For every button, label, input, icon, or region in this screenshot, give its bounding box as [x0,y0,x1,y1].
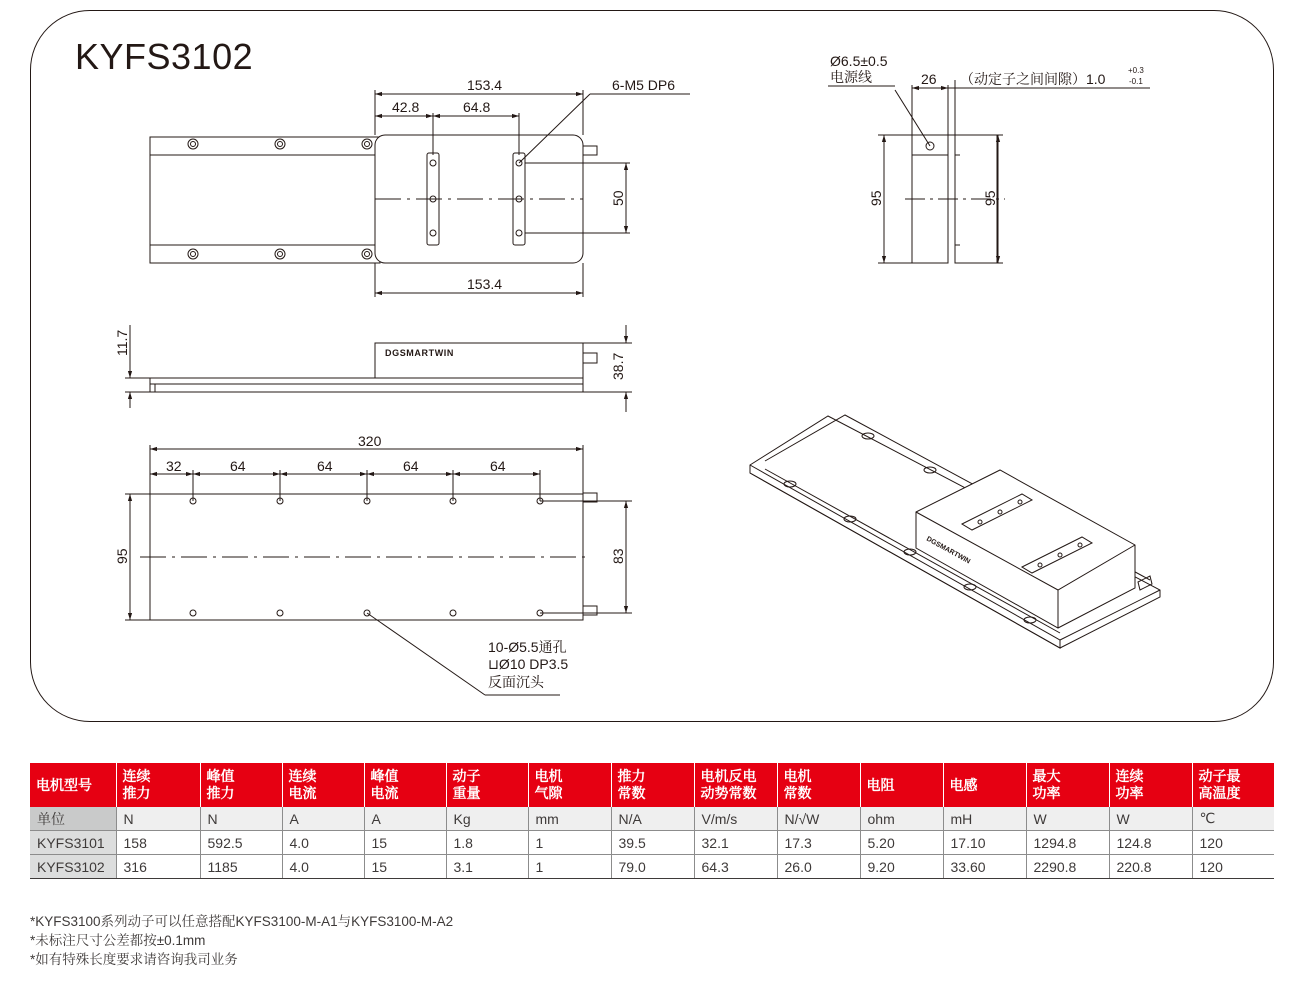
table-cell: ℃ [1192,807,1274,831]
table-header-cell: 连续 推力 [116,763,200,807]
table-cell: mm [528,807,611,831]
dim-top-bottom: 153.4 [467,276,503,292]
dim-end-height-right: 95 [982,190,998,206]
table-row-label: 单位 [30,807,116,831]
table-header-cell: 推力 常数 [611,763,694,807]
table-cell: 1185 [200,855,282,879]
note-base-holes-3: 反面沉头 [488,674,544,690]
dim-base-pitch-4: 64 [490,458,506,474]
dim-top-b: 64.8 [463,99,491,115]
table-header-cell: 电感 [943,763,1026,807]
table-header-cell: 电机型号 [30,763,116,807]
table-header-cell: 电机 常数 [777,763,860,807]
end-view [828,80,1150,263]
table-header-cell: 电机反电 动势常数 [694,763,777,807]
table-header-cell: 连续 电流 [282,763,364,807]
dim-base-pitch-3: 64 [403,458,419,474]
table-cell: 32.1 [694,831,777,855]
table-units-row [30,807,1274,831]
table-cell: W [1026,807,1109,831]
table-cell: 79.0 [611,855,694,879]
table-cell: V/m/s [694,807,777,831]
table-cell: 9.20 [860,855,943,879]
table-cell: 158 [116,831,200,855]
table-cell: 2290.8 [1026,855,1109,879]
table-header-row [30,763,1274,807]
table-cell: 1 [528,855,611,879]
spec-table [30,763,1274,879]
table-cell: 33.60 [943,855,1026,879]
table-cell: A [364,807,446,831]
dim-base-pitch-1: 64 [230,458,246,474]
table-cell: 64.3 [694,855,777,879]
top-view [150,90,690,297]
dim-base-width: 95 [114,548,130,564]
table-row [30,855,1274,879]
table-cell: 120 [1192,855,1274,879]
model-title: KYFS3102 [75,36,254,77]
note-base-holes-1: 10-Ø5.5通孔 [488,639,567,655]
table-cell: N/√W [777,807,860,831]
table-cell: N [116,807,200,831]
side-view [125,325,632,412]
table-cell: 124.8 [1109,831,1192,855]
table-cell: 4.0 [282,855,364,879]
note-cable-diameter: Ø6.5±0.5 [830,53,888,69]
table-cell: Kg [446,807,528,831]
table-cell: 17.10 [943,831,1026,855]
brand-iso: DGSMARTWIN [925,535,972,566]
isometric-view [750,415,1160,648]
dim-side-total-height: 38.7 [610,352,626,380]
table-cell: 5.20 [860,831,943,855]
table-cell: 120 [1192,831,1274,855]
table-cell: 220.8 [1109,855,1192,879]
table-cell: 39.5 [611,831,694,855]
table-header-cell: 电机 气隙 [528,763,611,807]
table-cell: ohm [860,807,943,831]
table-header-cell: 动子 重量 [446,763,528,807]
dim-top-a: 42.8 [392,99,420,115]
table-cell: 15 [364,855,446,879]
table-header-cell: 连续 功率 [1109,763,1192,807]
table-header-cell: 动子最 高温度 [1192,763,1274,807]
dim-base-hole-span: 83 [610,548,626,564]
dim-base-pitch-first: 32 [166,458,182,474]
dim-top-height: 50 [610,190,626,206]
table-cell: 4.0 [282,831,364,855]
dim-side-base-height: 11.7 [114,329,130,356]
table-cell: 1.8 [446,831,528,855]
note-top-holes: 6-M5 DP6 [612,77,676,93]
table-row-label: KYFS3101 [30,831,116,855]
table-row-label: KYFS3102 [30,855,116,879]
dim-base-pitch-2: 64 [317,458,333,474]
table-header-cell: 最大 功率 [1026,763,1109,807]
dim-end-height-left: 95 [868,190,884,206]
footnote: *未标注尺寸公差都按±0.1mm [30,933,206,948]
note-base-holes-2: ⊔Ø10 DP3.5 [488,656,569,672]
table-cell: W [1109,807,1192,831]
table-cell: 316 [116,855,200,879]
table-row [30,831,1274,855]
footnotes [30,912,453,969]
table-cell: 26.0 [777,855,860,879]
table-cell: 592.5 [200,831,282,855]
footnote: *如有特殊长度要求请咨询我司业务 [30,952,238,967]
note-gap-tol-plus: +0.3 [1128,66,1144,75]
dim-end-width: 26 [921,71,937,87]
table-cell: 1 [528,831,611,855]
note-cable-label: 电源线 [830,69,872,85]
table-cell: 17.3 [777,831,860,855]
dim-base-length: 320 [358,433,382,449]
table-cell: 1294.8 [1026,831,1109,855]
note-gap-tol-minus: -0.1 [1129,77,1143,86]
note-air-gap: （动定子之间间隙）1.0 [960,71,1106,87]
table-cell: mH [943,807,1026,831]
table-cell: 3.1 [446,855,528,879]
table-cell: N/A [611,807,694,831]
table-header-cell: 峰值 推力 [200,763,282,807]
table-cell: 15 [364,831,446,855]
table-cell: A [282,807,364,831]
table-header-cell: 峰值 电流 [364,763,446,807]
table-header-cell: 电阻 [860,763,943,807]
table-cell: N [200,807,282,831]
dim-top-overall: 153.4 [467,77,503,93]
brand-side: DGSMARTWIN [385,348,454,358]
footnote: *KYFS3100系列动子可以任意搭配KYFS3100-M-A1与KYFS3100-M-A2 [30,914,454,929]
